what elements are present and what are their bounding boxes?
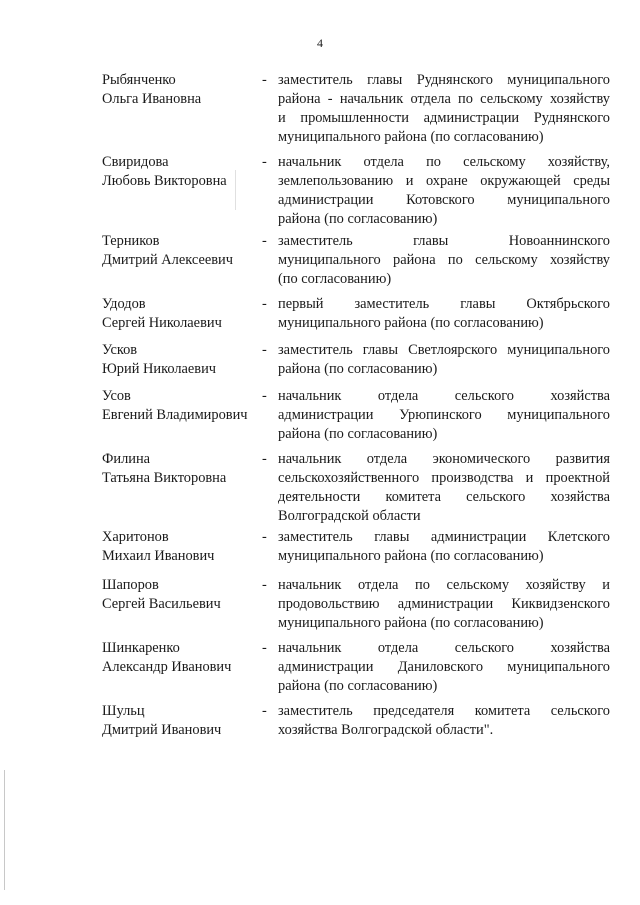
member-surname: Филина (102, 451, 151, 467)
member-given-names: Юрий Николаевич (102, 361, 217, 377)
scan-artifact-line (4, 770, 5, 890)
position-line: заместитель председателя комитета сельского (278, 703, 610, 719)
member-entry (102, 295, 610, 333)
position-line: заместитель главы Светлоярского муниципального (278, 342, 610, 358)
member-entry (102, 153, 610, 229)
member-name (102, 71, 262, 147)
member-name (102, 639, 262, 696)
position-line: заместитель главы Новоаннинского (278, 233, 610, 249)
member-given-names: Александр Иванович (102, 659, 232, 675)
dash-separator: - (262, 640, 267, 656)
member-position (278, 295, 610, 333)
member-given-names: Любовь Викторовна (102, 173, 227, 189)
position-line: администрации Котовского муниципального (278, 192, 610, 208)
position-line: района (по согласованию) (278, 426, 438, 442)
position-line: муниципального района (по согласованию) (278, 315, 544, 331)
member-position (278, 341, 610, 379)
member-surname: Шульц (102, 703, 145, 719)
position-line: района (по согласованию) (278, 678, 438, 694)
member-given-names: Сергей Васильевич (102, 596, 221, 612)
position-line: заместитель главы администрации Клетского (278, 529, 610, 545)
dash-separator: - (262, 296, 267, 312)
position-line: заместитель главы Руднянского муниципального (278, 72, 610, 88)
member-entry (102, 71, 610, 147)
member-entry (102, 341, 610, 379)
member-position (278, 232, 610, 289)
position-line: Волгоградской области (278, 508, 421, 524)
member-surname: Усов (102, 388, 131, 404)
dash-separator: - (262, 72, 267, 88)
member-surname: Шапоров (102, 577, 159, 593)
member-name (102, 341, 262, 379)
position-line: начальник отдела экономического развития (278, 451, 610, 467)
member-name (102, 450, 262, 526)
position-line: начальник отдела по сельскому хозяйству, (278, 154, 610, 170)
dash-separator: - (262, 451, 267, 467)
member-given-names: Дмитрий Алексеевич (102, 252, 233, 268)
dash-separator: - (262, 388, 267, 404)
member-name (102, 153, 262, 229)
position-line: продовольствию администрации Киквидзенского (278, 596, 610, 612)
position-line: администрации Урюпинского муниципального (278, 407, 610, 423)
member-surname: Шинкаренко (102, 640, 180, 656)
member-position (278, 528, 610, 566)
position-line: муниципального района (по согласованию) (278, 548, 544, 564)
position-line: первый заместитель главы Октябрьского (278, 296, 610, 312)
dash-separator: - (262, 703, 267, 719)
member-position (278, 576, 610, 633)
member-surname: Терников (102, 233, 160, 249)
position-line: хозяйства Волгоградской области". (278, 722, 494, 738)
dash-separator: - (262, 342, 267, 358)
member-name (102, 232, 262, 289)
dash-separator: - (262, 154, 267, 170)
position-line: и промышленности администрации Руднянского (278, 110, 610, 126)
dash-separator: - (262, 233, 267, 249)
member-given-names: Дмитрий Иванович (102, 722, 222, 738)
position-line: муниципального района (по согласованию) (278, 615, 544, 631)
member-position (278, 639, 610, 696)
member-entry (102, 639, 610, 696)
member-surname: Свиридова (102, 154, 169, 170)
member-position (278, 387, 610, 444)
member-name (102, 576, 262, 633)
position-line: муниципального района (по согласованию) (278, 129, 544, 145)
position-line: района - начальник отдела по сельскому хозяйству (278, 91, 610, 107)
position-line: муниципального района по сельскому хозяйству (278, 252, 610, 268)
member-entry (102, 528, 610, 566)
position-line: землепользованию и охране окружающей среды (278, 173, 610, 189)
member-position (278, 450, 610, 526)
member-entry (102, 387, 610, 444)
member-given-names: Сергей Николаевич (102, 315, 222, 331)
member-entry (102, 702, 610, 740)
member-given-names: Ольга Ивановна (102, 91, 202, 107)
position-line: деятельности комитета сельского хозяйства (278, 489, 610, 505)
position-line: администрации Даниловского муниципального (278, 659, 610, 675)
position-line: начальник отдела сельского хозяйства (278, 388, 610, 404)
position-line: района (по согласованию) (278, 211, 438, 227)
member-entry (102, 576, 610, 633)
position-line: начальник отдела по сельскому хозяйству и (278, 577, 610, 593)
member-given-names: Татьяна Викторовна (102, 470, 227, 486)
position-line: (по согласованию) (278, 271, 392, 287)
page-number: 4 (317, 36, 323, 50)
member-name (102, 528, 262, 566)
member-surname: Рыбянченко (102, 72, 176, 88)
member-entry (102, 232, 610, 289)
member-surname: Харитонов (102, 529, 169, 545)
position-line: района (по согласованию) (278, 361, 438, 377)
dash-separator: - (262, 529, 267, 545)
member-given-names: Михаил Иванович (102, 548, 215, 564)
member-entry (102, 450, 610, 526)
member-surname: Удодов (102, 296, 146, 312)
member-name (102, 702, 262, 740)
member-position (278, 702, 610, 740)
member-name (102, 387, 262, 444)
scan-artifact-line (235, 170, 236, 210)
member-position (278, 71, 610, 147)
member-surname: Усков (102, 342, 138, 358)
member-name (102, 295, 262, 333)
member-given-names: Евгений Владимирович (102, 407, 248, 423)
position-line: начальник отдела сельского хозяйства (278, 640, 610, 656)
member-position (278, 153, 610, 229)
dash-separator: - (262, 577, 267, 593)
position-line: сельскохозяйственного производства и проектной (278, 470, 610, 486)
